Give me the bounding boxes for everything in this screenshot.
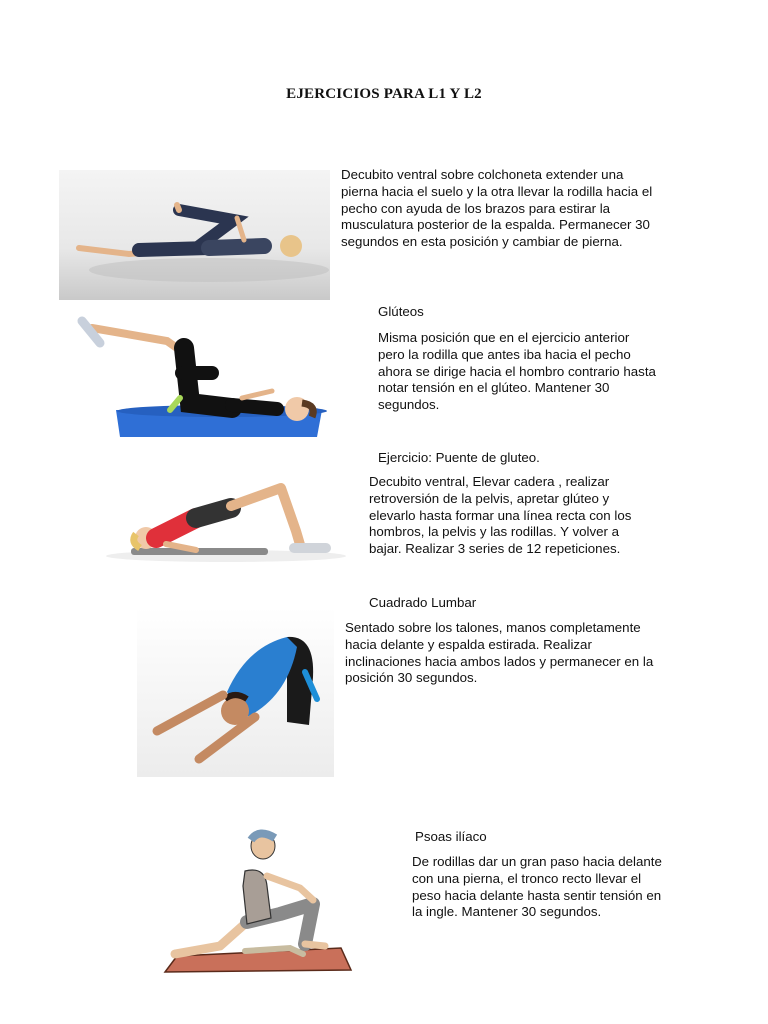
exercise-4-photo [137,607,334,777]
exercise-3-text: Decubito ventral, Elevar cadera , realizar retroversión de la pelvis, apretar glúteo y elevarlo hasta formar una línea recta con los hombros, la pelvis y las rodillas. Y volver a bajar. Realizar 3 series de 12 repeticiones. [369,474,632,557]
exercise-5-text: De rodillas dar un gran paso hacia delante con una pierna, el tronco recto llevar el peso hacia delante hasta sentir tensión en la ingle. Mantener 30 segundos. [412,854,662,920]
exercise-3-photo [96,456,354,604]
exercise-5-illustration [155,826,355,976]
exercise-2-title: Glúteos [378,304,424,319]
exercise-4-title: Cuadrado Lumbar [369,595,477,610]
page-title: EJERCICIOS PARA L1 Y L2 [286,86,482,102]
exercise-4-text: Sentado sobre los talones, manos completamente hacia delante y espalda estirada. Realizar inclinaciones hacia ambos lados y permanecer en la posición 30 segundos. [345,620,654,686]
exercise-2-photo [72,313,332,441]
exercise-5-title: Psoas ilíaco [415,829,487,844]
exercise-1-text: Decubito ventral sobre colchoneta extender una pierna hacia el suelo y la otra llevar la rodilla hacia el pecho con ayuda de los brazos para estirar la musculatura posterior de la espalda. Permanecer 30 segundos en esta posición y cambiar de pierna. [341,167,653,250]
exercise-2-text: Misma posición que en el ejercicio anterior pero la rodilla que antes iba hacia el pecho ahora se dirige hacia el hombro contrario hasta notar tensión en el glúteo. Mantener 30 segundos. [378,330,656,413]
exercise-1-photo [59,170,330,300]
exercise-3-title: Ejercicio: Puente de gluteo. [378,450,540,465]
